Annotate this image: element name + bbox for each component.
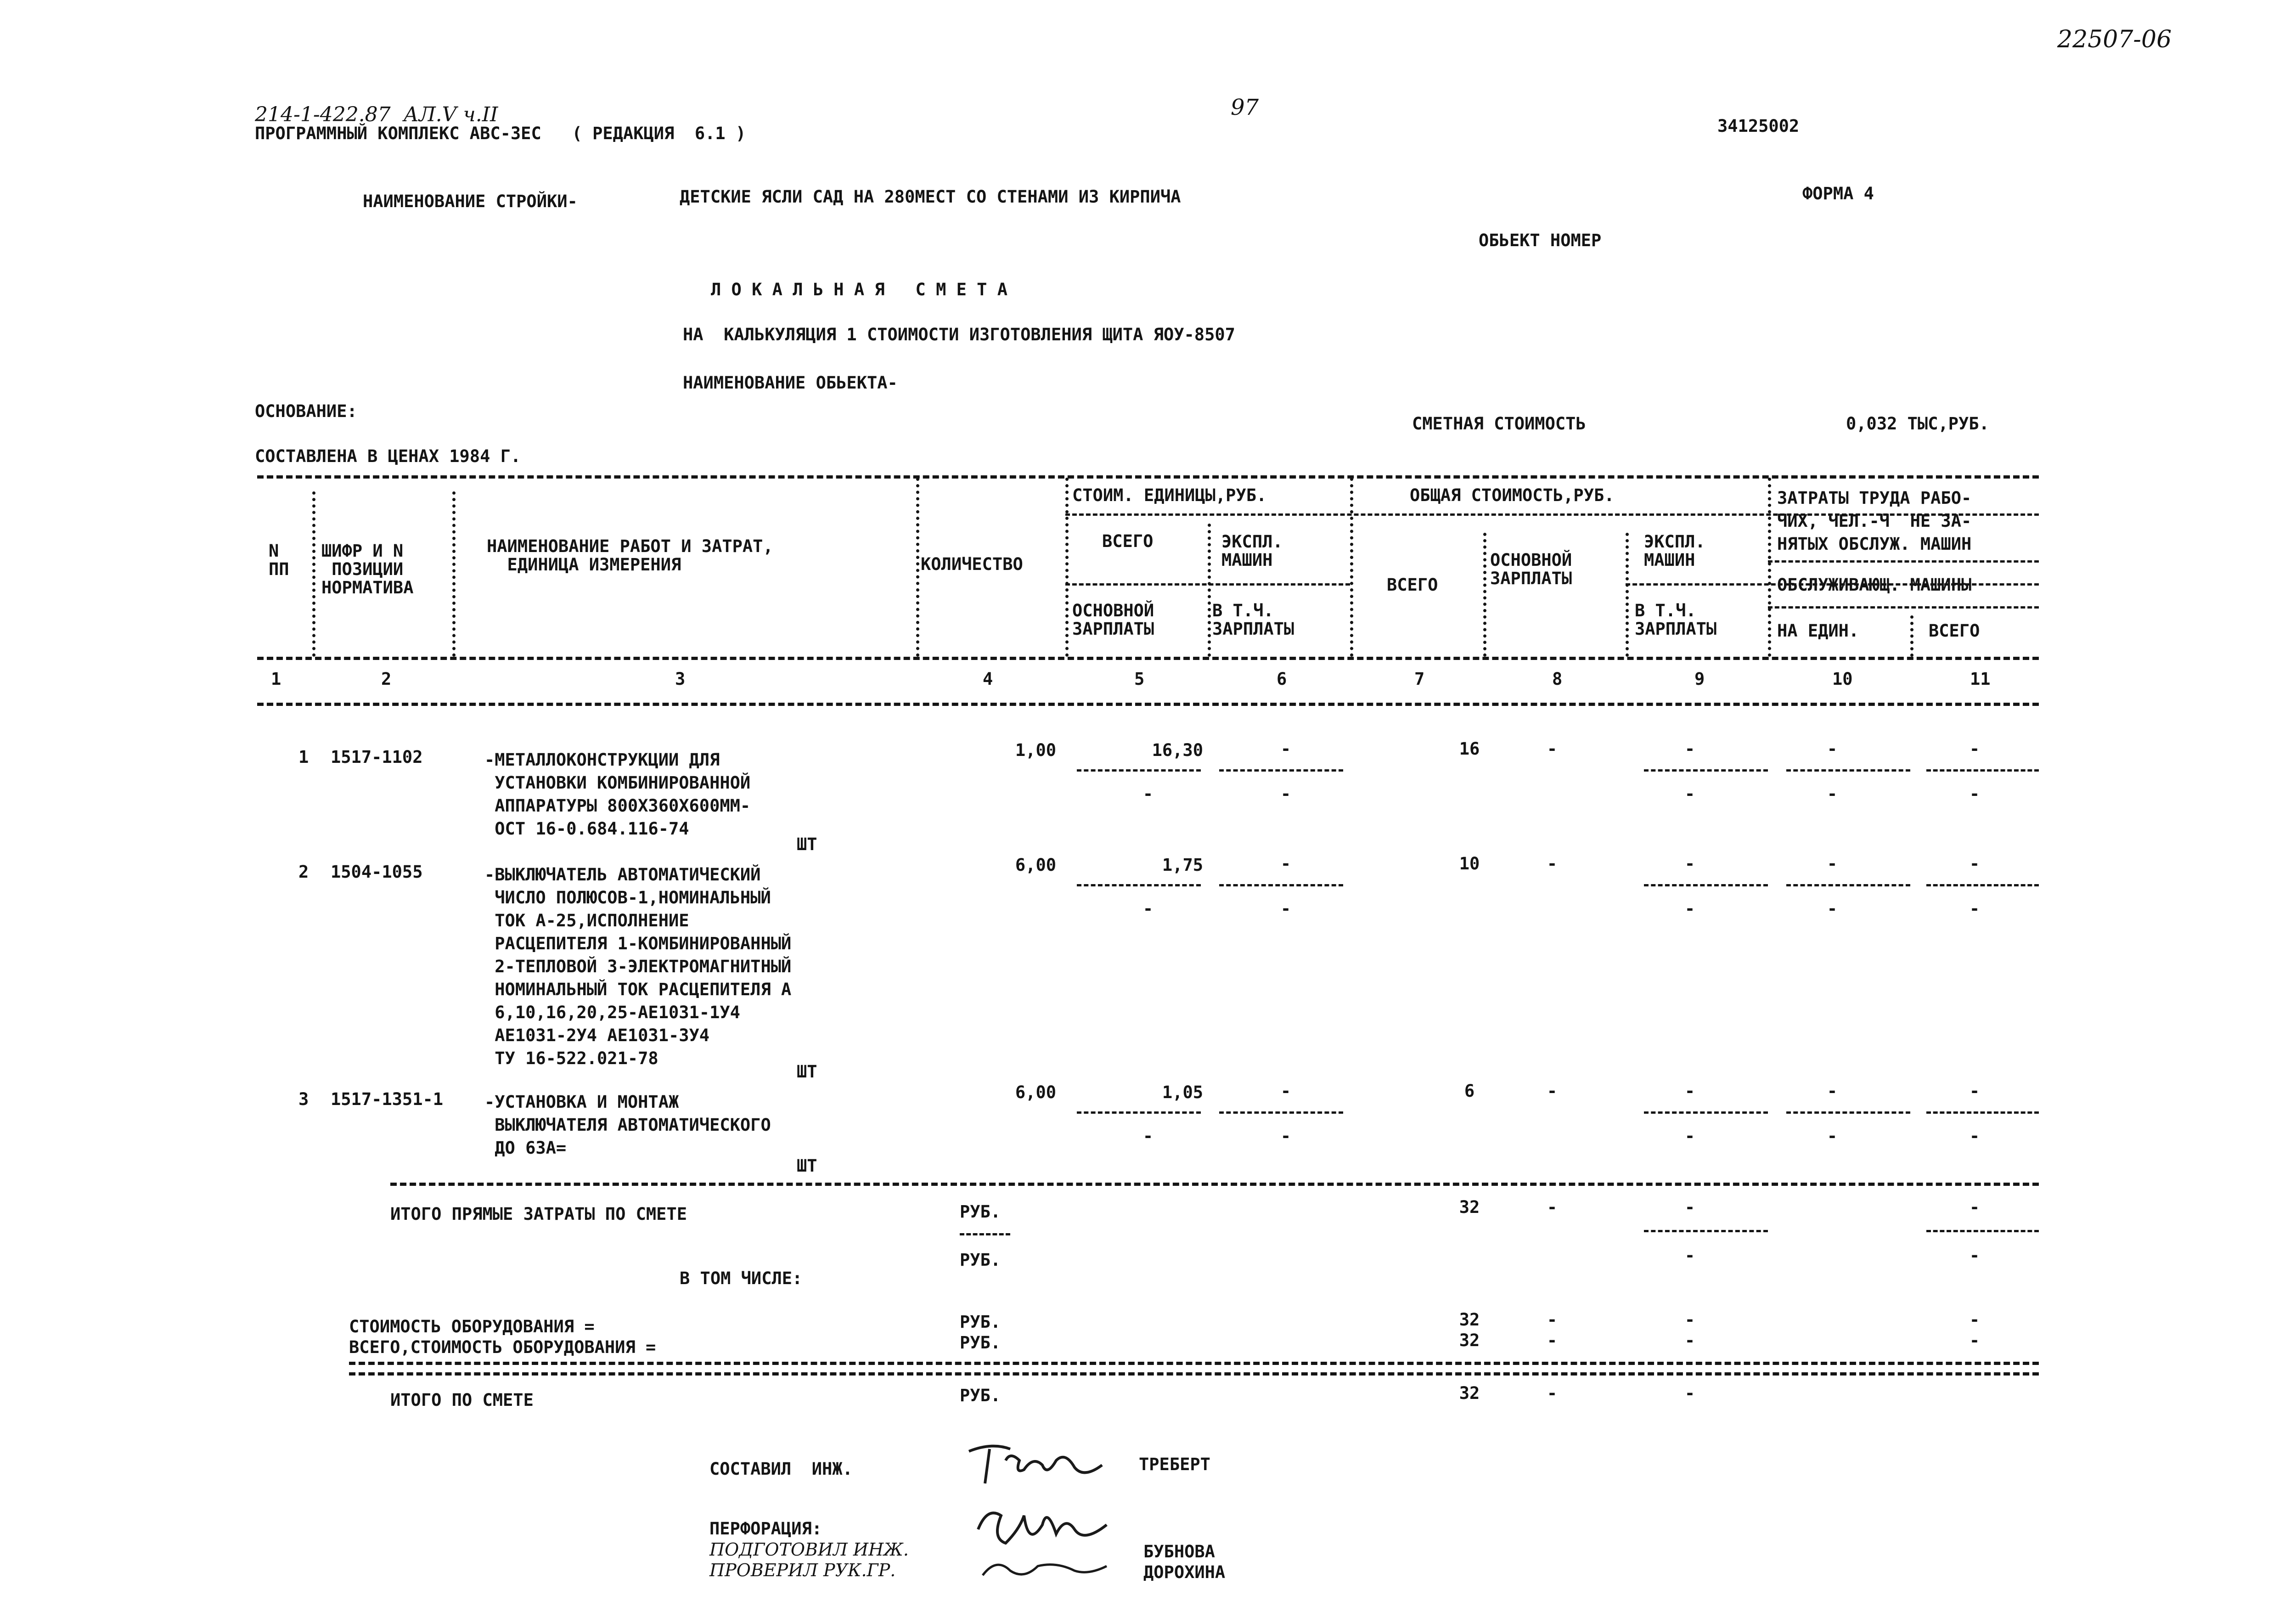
header-col-qty: КОЛИЧЕСТВО bbox=[921, 554, 1023, 574]
header-unit-wage: ОСНОВНОЙ ЗАРПЛАТЫ bbox=[1072, 601, 1154, 639]
col-divider bbox=[1208, 524, 1211, 657]
col-number: 8 bbox=[1552, 669, 1563, 689]
including-label: В ТОМ ЧИСЛЕ: bbox=[680, 1268, 803, 1288]
final-rule bbox=[349, 1362, 2039, 1365]
header-col-name: НАИМЕНОВАНИЕ РАБОТ И ЗАТРАТ, ЕДИНИЦА ИЗМЕРЕНИЯ bbox=[487, 536, 773, 575]
row-subrule bbox=[1219, 884, 1343, 886]
basis-label: ОСНОВАНИЕ: bbox=[255, 401, 357, 421]
col-number: 7 bbox=[1414, 669, 1425, 689]
totals-subrule bbox=[1926, 1230, 2039, 1232]
row-unit-total: 1,05 bbox=[1162, 1082, 1203, 1102]
equipment-rub: РУБ. bbox=[960, 1312, 1001, 1332]
row-unit-incl: - bbox=[1280, 899, 1291, 919]
final-rule bbox=[349, 1372, 2039, 1376]
row-total-machine: - bbox=[1684, 854, 1695, 874]
row-labor-all: - bbox=[1969, 1081, 1980, 1101]
header-subrule bbox=[1768, 560, 2039, 563]
col-number: 10 bbox=[1832, 669, 1853, 689]
header-labor-all: ВСЕГО bbox=[1929, 621, 1980, 641]
totals-subrule bbox=[960, 1233, 1010, 1235]
direct-total-incl: - bbox=[1684, 1246, 1695, 1265]
compiled-name: ТРЕБЕРТ bbox=[1139, 1455, 1210, 1474]
row-total-incl: - bbox=[1684, 1126, 1695, 1146]
signature-treber bbox=[964, 1433, 1111, 1493]
header-labor-unit: НА ЕДИН. bbox=[1777, 621, 1859, 641]
direct-total-labor: - bbox=[1969, 1197, 1980, 1217]
header-col-code: ШИФР И N ПОЗИЦИИ НОРМАТИВА bbox=[321, 541, 414, 598]
final-total-machine: - bbox=[1684, 1383, 1695, 1403]
col-divider bbox=[1350, 478, 1353, 657]
header-unit-incl: В Т.Ч. ЗАРПЛАТЫ bbox=[1212, 601, 1294, 639]
header-col-num: N ПП bbox=[269, 541, 289, 579]
header-subrule bbox=[1768, 606, 2039, 609]
row-qty: 1,00 bbox=[1015, 740, 1056, 760]
row-subrule bbox=[1926, 1111, 2039, 1114]
col-number: 9 bbox=[1694, 669, 1705, 689]
direct-total-value: 32 bbox=[1459, 1197, 1480, 1217]
col-divider bbox=[312, 491, 315, 657]
row-code: 1517-1102 bbox=[331, 747, 423, 767]
row-labor-all: - bbox=[1969, 854, 1980, 874]
direct-total-rub: РУБ. bbox=[960, 1202, 1001, 1222]
row-unit-machine: - bbox=[1280, 739, 1291, 759]
stamp-number: 22507-06 bbox=[2057, 26, 2172, 53]
col-number: 2 bbox=[381, 669, 392, 689]
subject: НА КАЛЬКУЛЯЦИЯ 1 СТОИМОСТИ ИЗГОТОВЛЕНИЯ ЩИТА ЯОУ-8507 bbox=[683, 325, 1235, 344]
signature-bubnova bbox=[969, 1497, 1116, 1589]
page-title: Л О К А Л Ь Н А Я С М Е Т А bbox=[711, 280, 1008, 299]
row-unit: ШТ bbox=[797, 1062, 817, 1082]
equipment-machine: - bbox=[1684, 1310, 1695, 1330]
col-divider bbox=[1483, 533, 1486, 657]
perforation-label: ПЕРФОРАЦИЯ: bbox=[709, 1519, 822, 1539]
col-number: 5 bbox=[1134, 669, 1145, 689]
row-subrule bbox=[1219, 769, 1343, 772]
row-unit-total: 1,75 bbox=[1162, 855, 1203, 875]
object-number: ОБЬЕКТ НОМЕР bbox=[1479, 231, 1602, 250]
row-code: 1517-1351-1 bbox=[331, 1089, 444, 1109]
row-unit-incl: - bbox=[1280, 784, 1291, 804]
equipment-label: СТОИМОСТЬ ОБОРУДОВАНИЯ = bbox=[349, 1317, 595, 1336]
row-unit: ШТ bbox=[797, 834, 817, 854]
header-total-group: ОБЩАЯ СТОИМОСТЬ,РУБ. bbox=[1410, 485, 1615, 505]
equipment-wage: - bbox=[1547, 1310, 1558, 1330]
row-labor-unit: - bbox=[1827, 1126, 1838, 1146]
row-total-wage: - bbox=[1547, 739, 1558, 759]
row-labor-unit: - bbox=[1827, 739, 1838, 759]
object-name-label: НАИМЕНОВАНИЕ ОБЬЕКТА- bbox=[683, 373, 898, 393]
equipment-all-label: ВСЕГО,СТОИМОСТЬ ОБОРУДОВАНИЯ = bbox=[349, 1337, 656, 1357]
header-unit-machine: ЭКСПЛ. МАШИН bbox=[1221, 532, 1283, 570]
row-subrule bbox=[1926, 769, 2039, 772]
row-total-wage: - bbox=[1547, 1081, 1558, 1101]
checked-name: ДОРОХИНА bbox=[1143, 1562, 1226, 1582]
final-total-rub: РУБ. bbox=[960, 1386, 1001, 1405]
row-num: 3 bbox=[298, 1089, 309, 1109]
direct-total-label: ИТОГО ПРЯМЫЕ ЗАТРАТЫ ПО СМЕТЕ bbox=[390, 1204, 687, 1224]
equipment-all-wage: - bbox=[1547, 1330, 1558, 1350]
estimate-value: 0,032 ТЫС,РУБ. bbox=[1846, 414, 1989, 434]
row-subrule bbox=[1644, 1111, 1768, 1114]
row-total: 10 bbox=[1459, 854, 1480, 874]
row-subrule bbox=[1077, 884, 1201, 886]
prepared-name: БУБНОВА bbox=[1143, 1542, 1215, 1562]
row-unit-machine: - bbox=[1280, 854, 1291, 874]
header-unit-total: ВСЕГО bbox=[1102, 531, 1154, 551]
table-header-rule bbox=[257, 657, 2039, 660]
row-num: 2 bbox=[298, 862, 309, 882]
equipment-labor: - bbox=[1969, 1310, 1980, 1330]
header-total-machine: ЭКСПЛ. МАШИН bbox=[1644, 532, 1705, 570]
direct-total-machine: - bbox=[1684, 1197, 1695, 1217]
header-labor-group: ЗАТРАТЫ ТРУДА РАБО- ЧИХ, ЧЕЛ.-Ч НЕ ЗА- НЯТЫХ ОБСЛУЖ. МАШИН bbox=[1777, 488, 1972, 554]
row-labor-unit: - bbox=[1827, 854, 1838, 874]
program-name: ПРОГРАММНЫЙ КОМПЛЕКС АВС-3ЕС ( РЕДАКЦИЯ 6.1 ) bbox=[255, 124, 746, 143]
compiled-label: СОСТАВИЛ ИНЖ. bbox=[709, 1459, 853, 1479]
row-total: 6 bbox=[1464, 1081, 1475, 1101]
row-subrule bbox=[1644, 884, 1768, 886]
final-total-wage: - bbox=[1547, 1383, 1558, 1403]
row-name: -МЕТАЛЛОКОНСТРУКЦИИ ДЛЯ УСТАНОВКИ КОМБИНИРОВАННОЙ АППАРАТУРЫ 800Х360Х600ММ- ОСТ 16-0.684.116-74 bbox=[484, 750, 751, 839]
row-subrule bbox=[1644, 769, 1768, 772]
equipment-all-value: 32 bbox=[1459, 1330, 1480, 1350]
row-total: 16 bbox=[1459, 739, 1480, 759]
header-total-incl: В Т.Ч. ЗАРПЛАТЫ bbox=[1635, 601, 1717, 639]
row-unit-total: 16,30 bbox=[1152, 740, 1203, 760]
col-number: 6 bbox=[1277, 669, 1287, 689]
table-numbers-rule bbox=[257, 703, 2039, 706]
col-number: 11 bbox=[1970, 669, 1991, 689]
row-name: -УСТАНОВКА И МОНТАЖ ВЫКЛЮЧАТЕЛЯ АВТОМАТИЧЕСКОГО ДО 63А= bbox=[484, 1092, 771, 1158]
col-number: 4 bbox=[983, 669, 993, 689]
row-labor-all: - bbox=[1969, 784, 1980, 804]
row-subrule bbox=[1926, 884, 2039, 886]
row-total-machine: - bbox=[1684, 739, 1695, 759]
header-total-all: ВСЕГО bbox=[1387, 575, 1438, 595]
doc-id: 34125002 bbox=[1717, 116, 1800, 136]
row-subrule bbox=[1786, 1111, 1910, 1114]
row-unit-wage: - bbox=[1142, 784, 1154, 804]
totals-top-rule bbox=[390, 1183, 2039, 1186]
row-total-incl: - bbox=[1684, 899, 1695, 919]
row-num: 1 bbox=[298, 747, 309, 767]
row-labor-unit: - bbox=[1827, 1081, 1838, 1101]
row-subrule bbox=[1786, 884, 1910, 886]
row-subrule bbox=[1219, 1111, 1343, 1114]
row-unit-machine: - bbox=[1280, 1081, 1291, 1101]
form-label: ФОРМА 4 bbox=[1802, 184, 1874, 203]
final-total-value: 32 bbox=[1459, 1383, 1480, 1403]
row-unit-wage: - bbox=[1142, 899, 1154, 919]
equipment-all-machine: - bbox=[1684, 1330, 1695, 1350]
row-name: -ВЫКЛЮЧАТЕЛЬ АВТОМАТИЧЕСКИЙ ЧИСЛО ПОЛЮСОВ-1,НОМИНАЛЬНЫЙ ТОК А-25,ИСПОЛНЕНИЕ РАСЦЕПИТЕЛЯ 1-КОМБИНИРОВАННЫЙ 2-ТЕПЛОВОЙ 3-ЭЛЕКТРОМАГНИТНЫЙ НОМИНАЛЬНЫЙ ТОК РАСЦЕПИТЕЛЯ А 6,10,16,20,25-АЕ1031-1У4 АЕ1031-2У4 АЕ1031-3У4 ТУ 16-522.021-78 bbox=[484, 865, 792, 1068]
prepared-label: ПОДГОТОВИЛ ИНЖ. bbox=[709, 1539, 909, 1560]
row-subrule bbox=[1077, 769, 1201, 772]
header-unit-group: СТОИМ. ЕДИНИЦЫ,РУБ. bbox=[1072, 485, 1267, 505]
prices-label: СОСТАВЛЕНА В ЦЕНАХ 1984 Г. bbox=[255, 446, 521, 466]
header-labor-service: ОБСЛУЖИВАЮЩ. МАШИНЫ bbox=[1777, 575, 1972, 595]
direct-total-wage: - bbox=[1547, 1197, 1558, 1217]
equipment-all-rub: РУБ. bbox=[960, 1333, 1001, 1353]
col-divider bbox=[1768, 478, 1771, 657]
row-labor-all: - bbox=[1969, 739, 1980, 759]
row-labor-all: - bbox=[1969, 899, 1980, 919]
final-total-label: ИТОГО ПО СМЕТЕ bbox=[390, 1390, 534, 1410]
estimate-label: СМЕТНАЯ СТОИМОСТЬ bbox=[1412, 414, 1586, 434]
col-divider bbox=[452, 491, 456, 657]
col-divider bbox=[1065, 478, 1069, 657]
construction-name: ДЕТСКИЕ ЯСЛИ САД НА 280МЕСТ СО СТЕНАМИ ИЗ КИРПИЧА bbox=[680, 187, 1181, 207]
construction-label: НАИМЕНОВАНИЕ СТРОЙКИ- bbox=[363, 192, 578, 211]
row-unit-wage: - bbox=[1142, 1126, 1154, 1146]
row-code: 1504-1055 bbox=[331, 862, 423, 882]
direct-total-rub-2: РУБ. bbox=[960, 1250, 1001, 1270]
row-labor-all: - bbox=[1969, 1126, 1980, 1146]
checked-label: ПРОВЕРИЛ РУК.ГР. bbox=[709, 1560, 896, 1580]
row-total-machine: - bbox=[1684, 1081, 1695, 1101]
col-divider bbox=[916, 478, 919, 657]
col-number: 3 bbox=[675, 669, 686, 689]
col-divider bbox=[1626, 533, 1629, 657]
row-unit-incl: - bbox=[1280, 1126, 1291, 1146]
row-total-incl: - bbox=[1684, 784, 1695, 804]
col-divider bbox=[1910, 615, 1913, 657]
row-subrule bbox=[1077, 1111, 1201, 1114]
row-qty: 6,00 bbox=[1015, 855, 1056, 875]
row-labor-unit: - bbox=[1827, 784, 1838, 804]
row-subrule bbox=[1786, 769, 1910, 772]
table-top-rule bbox=[257, 475, 2039, 479]
row-labor-unit: - bbox=[1827, 899, 1838, 919]
row-qty: 6,00 bbox=[1015, 1082, 1056, 1102]
row-total-wage: - bbox=[1547, 854, 1558, 874]
doc-code: 214-1-422.87 АЛ.V ч.II bbox=[255, 103, 498, 126]
col-number: 1 bbox=[271, 669, 281, 689]
equipment-all-labor: - bbox=[1969, 1330, 1980, 1350]
equipment-value: 32 bbox=[1459, 1310, 1480, 1330]
row-unit: ШТ bbox=[797, 1156, 817, 1176]
totals-subrule bbox=[1644, 1230, 1768, 1232]
direct-total-labor-2: - bbox=[1969, 1246, 1980, 1265]
page-number: 97 bbox=[1231, 95, 1259, 120]
header-total-wage: ОСНОВНОЙ ЗАРПЛАТЫ bbox=[1490, 550, 1572, 588]
